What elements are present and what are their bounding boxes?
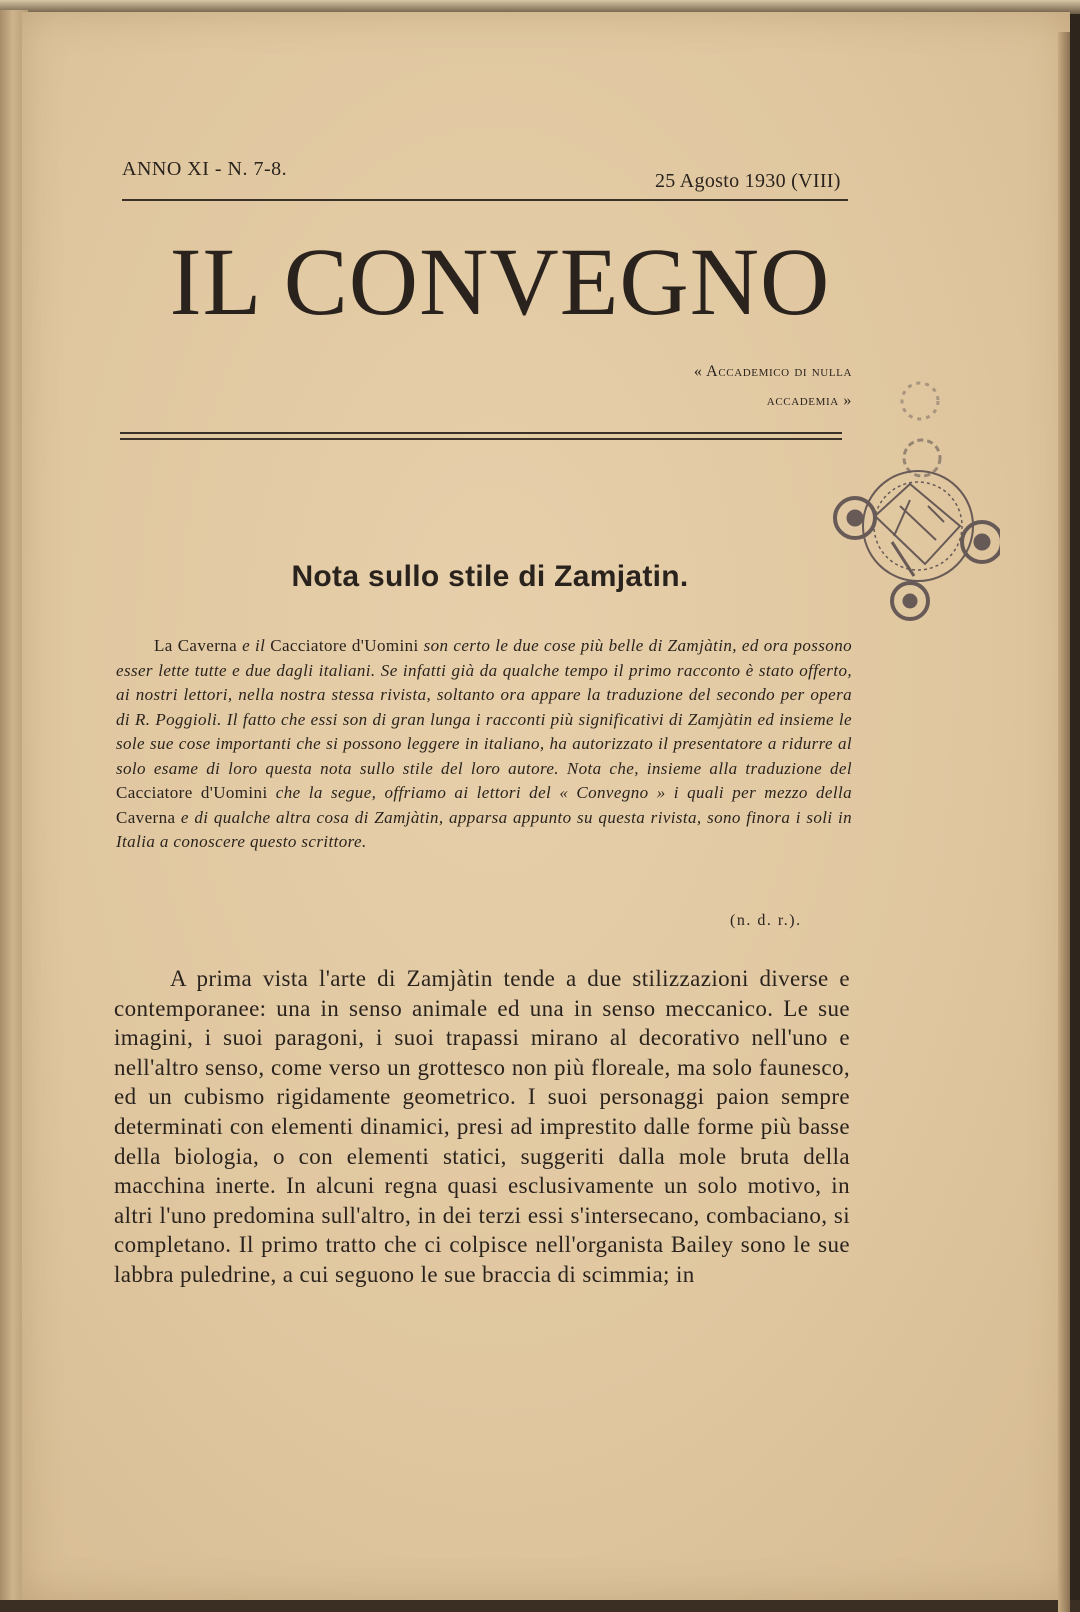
note-work-title: Cacciatore d'Uomini [116, 783, 268, 802]
note-text: e di qualche altra cosa di Zamjàtin, apparsa appunto su questa rivista, sono finora i soli in Italia a conoscere questo scrittore. [116, 807, 852, 851]
motto-line-2: accademia » [766, 392, 852, 409]
header-rule [122, 199, 848, 201]
note-work-title: Caverna [116, 807, 176, 827]
article-body-paragraph: A prima vista l'arte di Zamjàtin tende a due stilizzazioni diverse e contemporanee: una in senso animale ed una in senso meccanico. Le sue imagini, i suoi paragoni, i suoi trapassi mirano al decorativo nell'uno e nell'altro senso, come verso un grottesco non più floreale, ma solo faunesco, ed un cubismo rigidamente geometrico. I suoi personaggi paion sempre determinati con elementi dinamici, presi ad imprestito dalle forme più basse della biologia, o con elementi statici, suggeriti dalla mole bruta della macchina inerte. In alcuni regna quasi esclusivamente un solo motivo, in altri l'uno predomina sull'altro, in dei terzi essi s'intersecano, combaciano, si completano. Il primo tratto che ci colpisce nell'organista Bailey sono le sue labbra puledrine, a cui seguono le sue braccia di scimmia; in [114, 966, 850, 1287]
issue-number: ANNO XI - N. 7-8. [122, 158, 288, 180]
article-title: Nota sullo stile di Zamjatin. [291, 560, 689, 593]
note-text: son certo le due cose più belle di Zamjàtin, ed ora possono esser lette tutte e due dagli italiani. Se infatti già da qualche tempo il primo racconto è stato offerto, ai nostri lettori, nella nostra stessa rivista, soltanto ora appare la traduzione del secondo per opera di R. Poggioli. Il fatto che essi son di gran lunga i racconti più significativi di Zamjàtin ed insieme le sole sue cose importanti che si possono leggere in italiano, ha autorizzato il presentatore a ridurre al solo esame di loro questa nota sullo stile del loro autore. Nota che, insieme alla traduzione del [116, 636, 853, 778]
page-right-edge [1058, 32, 1070, 1612]
motto-line-1: « Accademico di nulla [693, 363, 852, 380]
note-work-title: Uomini [364, 636, 419, 655]
note-work-title: La Caverna [154, 636, 238, 655]
note-work-title: Cacciatore [270, 636, 347, 655]
masthead-double-rule [120, 432, 842, 440]
editorial-note [116, 634, 852, 855]
note-text: e il [237, 636, 271, 655]
note-signature: (n. d. r.). [730, 912, 802, 929]
issue-date: 25 Agosto 1930 (VIII) [655, 170, 841, 192]
magazine-motto [560, 357, 852, 415]
note-text: d' [346, 636, 365, 655]
magazine-title: IL CONVEGNO [169, 228, 831, 335]
note-text: che la segue, offriamo ai lettori del « Convegno » i quali per mezzo della [267, 783, 852, 802]
